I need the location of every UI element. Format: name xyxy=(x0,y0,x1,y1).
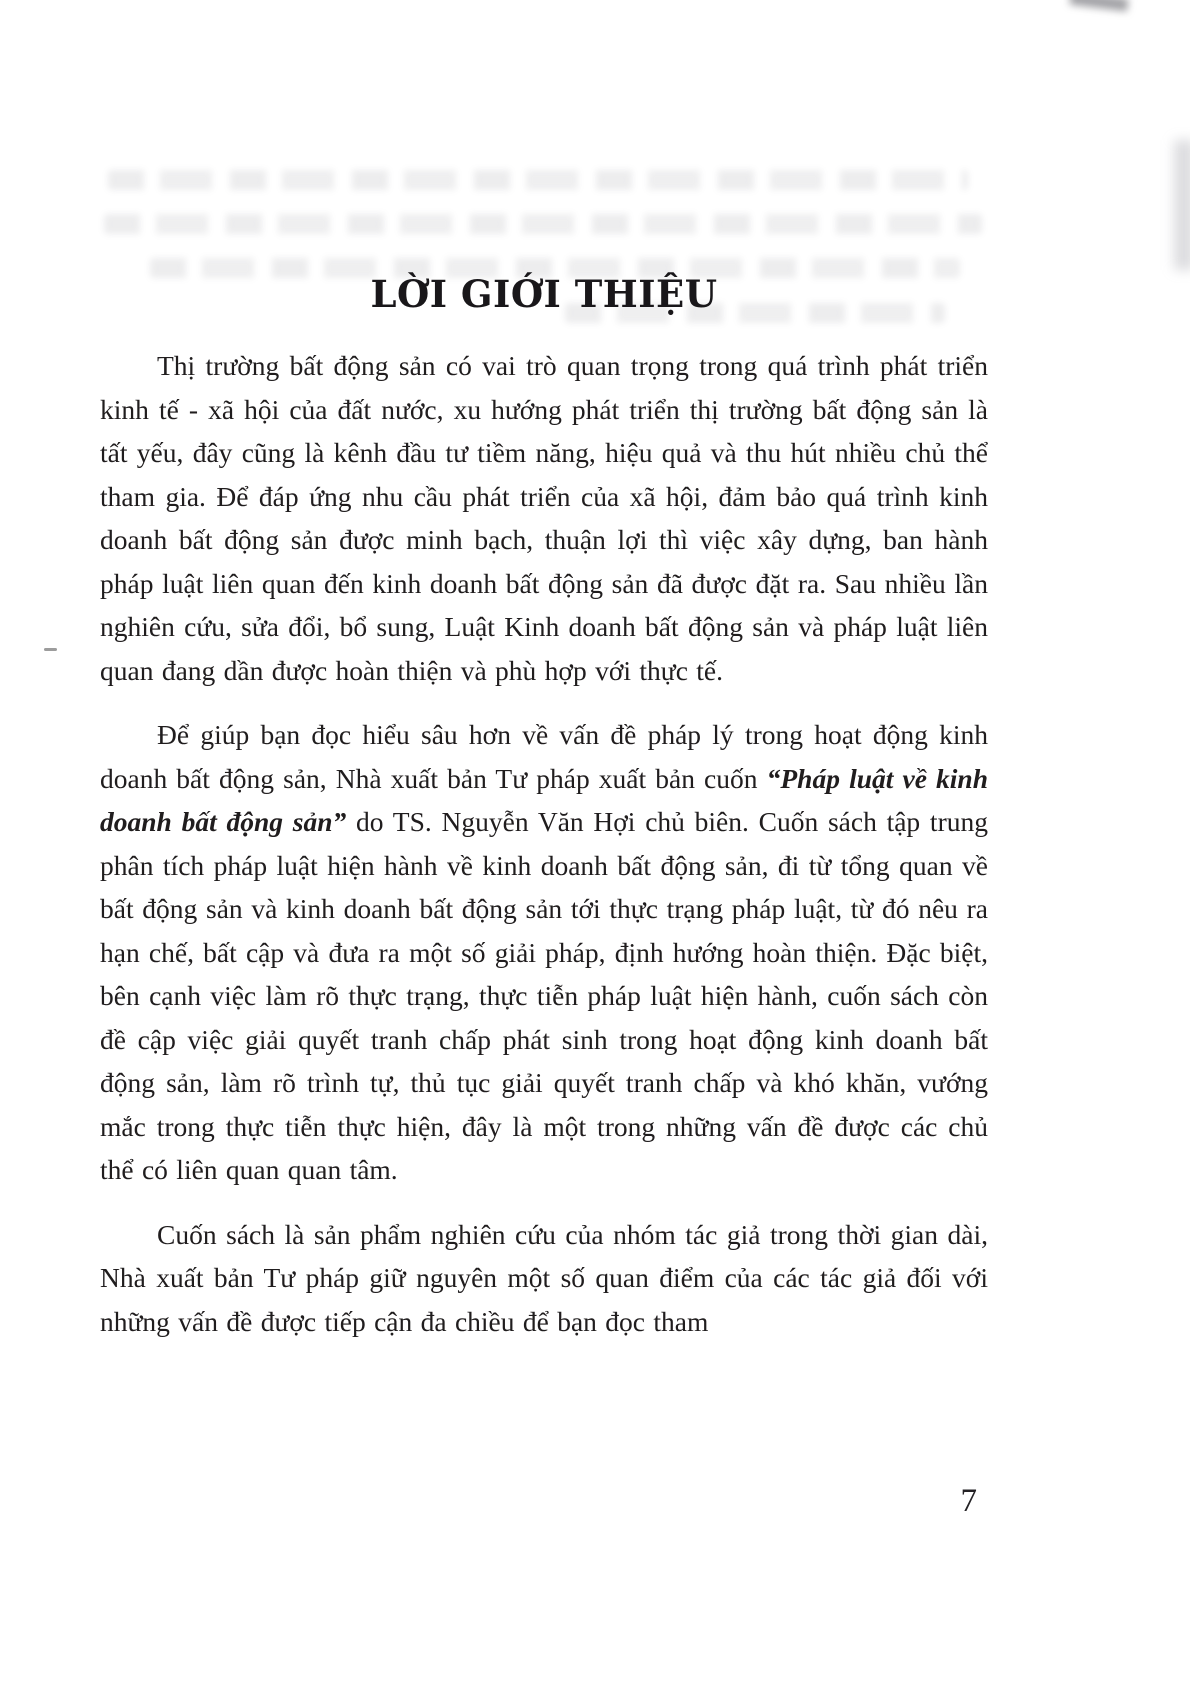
page-title: LỜI GIỚI THIỆU xyxy=(370,272,718,316)
paragraph-book-description xyxy=(100,713,988,1192)
book-title-emphasis: “Pháp luật về kinh doanh bất động sản” xyxy=(100,762,988,837)
page-content xyxy=(100,272,988,1364)
paragraph-intro: Thị trường bất động sản có vai trò quan trọng trong quá trình phát triển kinh tế - xã hội của đất nước, xu hướng phát triển thị trường bất động sản là tất yếu, đây cũng là kênh đầu tư tiềm năng, hiệu quả và thu hút nhiều chủ thể tham gia. Để đáp ứng nhu cầu phát triển của xã hội, đảm bảo quá trình kinh doanh bất động sản được minh bạch, thuận lợi thì việc xây dựng, ban hành pháp luật liên quan đến kinh doanh bất động sản đã được đặt ra. Sau nhiều lần nghiên cứu, sửa đổi, bổ sung, Luật Kinh doanh bất động sản và pháp luật liên quan đang dần được hoàn thiện và phù hợp với thực tế. xyxy=(100,350,988,686)
ghost-text-line xyxy=(108,170,968,190)
scan-edge-shadow xyxy=(1174,140,1190,270)
paragraph-text: Để giúp bạn đọc hiểu sâu hơn về vấn đề pháp lý trong hoạt động kinh doanh bất động sản, Nhà xuất bản Tư pháp xuất bản cuốn xyxy=(100,719,988,794)
margin-mark xyxy=(44,648,57,651)
ghost-text-line xyxy=(104,214,982,234)
paragraph-text: do TS. Nguyễn Văn Hợi chủ biên. Cuốn sách tập trung phân tích pháp luật hiện hành về kinh doanh bất động sản, đi từ tổng quan về bất động sản và kinh doanh bất động sản tới thực trạng pháp luật, từ đó nêu ra hạn chế, bất cập và đưa ra một số giải pháp, định hướng hoàn thiện. Đặc biệt, bên cạnh việc làm rõ thực trạng, thực tiễn pháp luật hiện hành, cuốn sách còn đề cập việc giải quyết tranh chấp phát sinh trong hoạt động kinh doanh bất động sản, làm rõ trình tự, thủ tục giải quyết tranh chấp và khó khăn, vướng mắc trong thực tiễn thực hiện, đây là một trong những vấn đề được các chủ thể có liên quan quan tâm. xyxy=(100,806,988,1185)
paragraph-closing: Cuốn sách là sản phẩm nghiên cứu của nhóm tác giả trong thời gian dài, Nhà xuất bản Tư pháp giữ nguyên một số quan điểm của các tác giả đối với những vấn đề được tiếp cận đa chiều để bạn đọc tham xyxy=(100,1218,988,1337)
scan-smudge xyxy=(1069,0,1128,11)
page-number: 7 xyxy=(960,1483,977,1519)
